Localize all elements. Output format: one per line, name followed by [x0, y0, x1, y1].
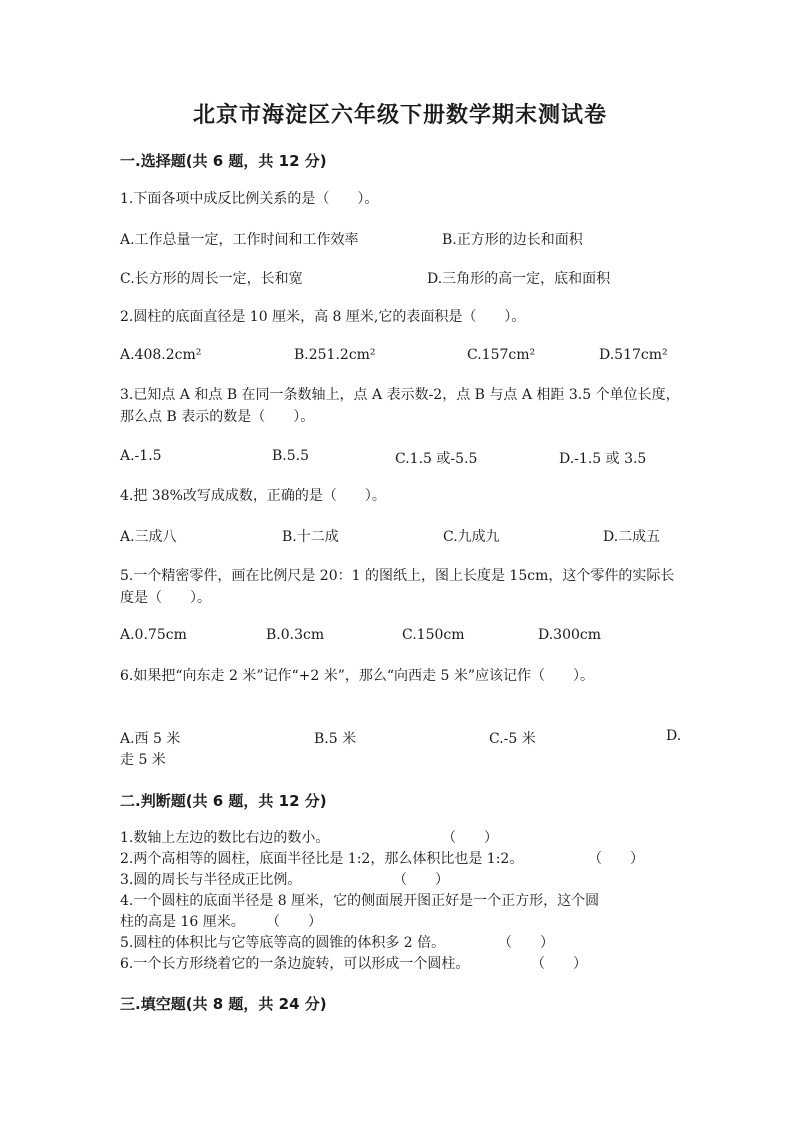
judge-item-6: 6.一个长方形绕着它的一条边旋转，可以形成一个圆柱。 [120, 956, 470, 972]
judge-blank-6[interactable]: （ ） [531, 956, 587, 972]
q4-option-c: C.九成九 [443, 529, 500, 545]
q6-option-d-prefix: D. [666, 728, 682, 744]
section-heading-judge: 二.判断题(共 6 题，共 12 分) [120, 792, 327, 810]
judge-item-3: 3.圆的周长与半径成正比例。 [120, 872, 302, 888]
question-6: 6.如果把“向东走 2 米”记作“+2 米”，那么“向西走 5 米”应该记作（ ）。 [120, 668, 595, 684]
question-3: 3.已知点 A 和点 B 在同一条数轴上，点 A 表示数-2，点 B 与点 A 相距 3.5 个单位长度，那么点 B 表示的数是（ ）。 [120, 387, 680, 425]
q1-option-d: D.三角形的高一定，底和面积 [427, 271, 611, 287]
q5-option-a: A.0.75cm [120, 627, 187, 643]
q2-option-c: C.157cm² [467, 347, 536, 363]
q5-option-b: B.0.3cm [266, 627, 325, 643]
judge-blank-1[interactable]: （ ） [442, 830, 498, 846]
section-heading-choice: 一.选择题(共 6 题，共 12 分) [120, 152, 327, 170]
q4-option-a: A.三成八 [120, 529, 177, 545]
q2-option-a: A.408.2cm² [120, 347, 202, 363]
q3-option-b: B.5.5 [272, 448, 310, 464]
q2-option-d: D.517cm² [599, 347, 668, 363]
q6-option-c: C.-5 米 [489, 731, 536, 747]
section-heading-fill: 三.填空题(共 8 题，共 24 分) [120, 995, 327, 1013]
judge-blank-5[interactable]: （ ） [498, 935, 554, 951]
q6-option-b: B.5 米 [314, 731, 357, 747]
q1-option-b: B.正方形的边长和面积 [442, 232, 583, 248]
q1-option-a: A.工作总量一定，工作时间和工作效率 [120, 232, 359, 248]
judge-item-5: 5.圆柱的体积比与它等底等高的圆锥的体积多 2 倍。 [120, 935, 446, 951]
judge-item-2: 2.两个高相等的圆柱，底面半径比是 1:2，那么体积比也是 1:2。 [120, 851, 524, 867]
q6-option-a: A.西 5 米 [120, 731, 181, 747]
judge-blank-4[interactable]: （ ） [266, 914, 322, 930]
question-2: 2.圆柱的底面直径是 10 厘米，高 8 厘米,它的表面积是（ ）。 [120, 309, 526, 325]
q1-option-c: C.长方形的周长一定，长和宽 [120, 271, 303, 287]
q4-option-d: D.二成五 [603, 529, 661, 545]
q4-option-b: B.十二成 [282, 529, 339, 545]
page-title: 北京市海淀区六年级下册数学期末测试卷 [192, 102, 607, 128]
judge-item-4-line2: 柱的高是 16 厘米。 [120, 914, 245, 930]
question-4: 4.把 38%改写成成数，正确的是（ ）。 [120, 488, 386, 504]
q2-option-b: B.251.2cm² [294, 347, 376, 363]
q3-option-c: C.1.5 或-5.5 [395, 451, 478, 467]
question-5: 5.一个精密零件，画在比例尺是 20：1 的图纸上，图上长度是 15cm，这个零件的实际长度是（ ）。 [120, 568, 675, 606]
q3-option-a: A.-1.5 [120, 448, 162, 464]
judge-item-4-line1: 4.一个圆柱的底面半径是 8 厘米，它的侧面展开图正好是一个正方形，这个圆 [120, 893, 600, 909]
judge-blank-2[interactable]: （ ） [588, 851, 644, 867]
question-1: 1.下面各项中成反比例关系的是（ ）。 [120, 191, 379, 207]
q5-option-c: C.150cm [402, 627, 465, 643]
q5-option-d: D.300cm [538, 627, 602, 643]
q6-option-d-text: 走 5 米 [120, 752, 166, 768]
judge-blank-3[interactable]: （ ） [393, 872, 449, 888]
q3-option-d: D.-1.5 或 3.5 [559, 451, 647, 467]
judge-item-1: 1.数轴上左边的数比右边的数小。 [120, 830, 330, 846]
